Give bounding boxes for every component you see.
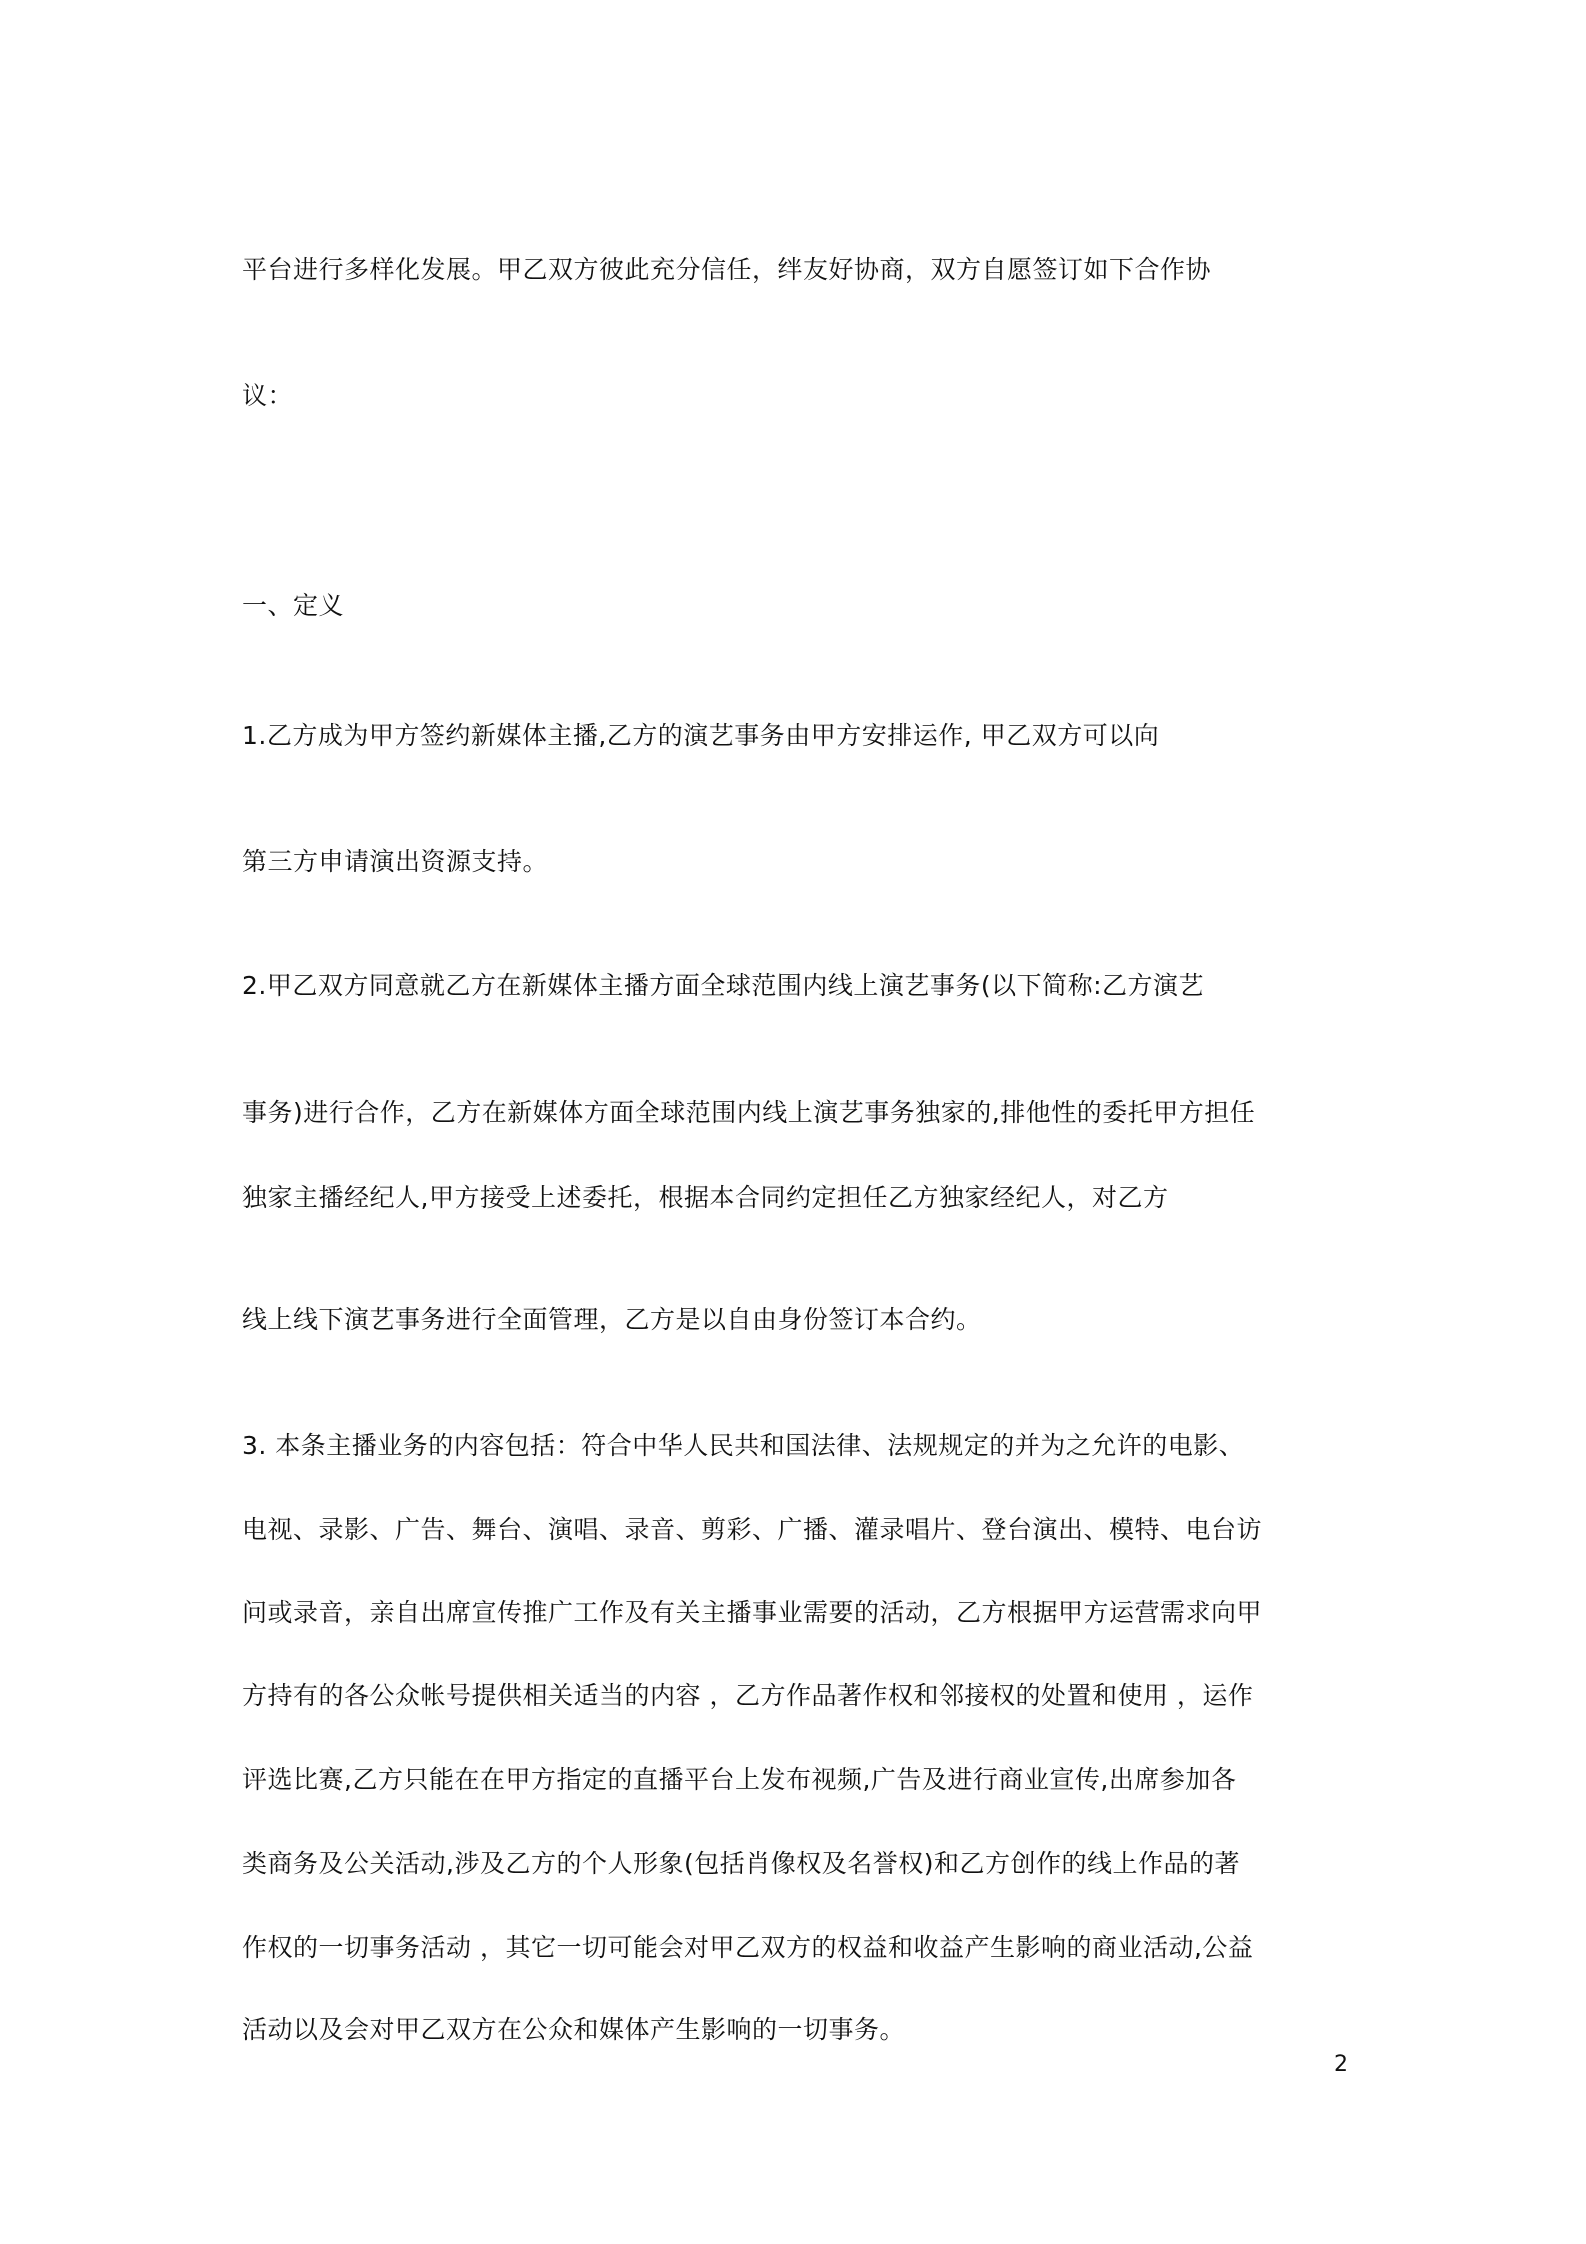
intro-line-1: 平台进行多样化发展。甲乙双方彼此充分信任，绊友好协商，双方自愿签订如下合作协 (242, 255, 1212, 284)
section-heading-definition: 一、定义 (242, 591, 345, 620)
clause-3-line-8: 活动以及会对甲乙双方在公众和媒体产生影响的一切事务。 (242, 2015, 906, 2044)
intro-line-2: 议： (242, 381, 294, 410)
clause-2-line-4: 线上线下演艺事务进行全面管理，乙方是以自由身份签订本合约。 (242, 1305, 982, 1334)
clause-2-line-2: 事务)进行合作，乙方在新媒体方面全球范围内线上演艺事务独家的,排他性的委托甲方担任 (242, 1098, 1256, 1127)
clause-3-line-7: 作权的一切事务活动 ，其它一切可能会对甲乙双方的权益和收益产生影响的商业活动,公益 (242, 1933, 1254, 1962)
clause-3-line-2: 电视、录影、广告、舞台、演唱、录音、剪彩、广播、灌录唱片、登台演出、模特、电台访 (242, 1515, 1263, 1544)
clause-3-line-4: 方持有的各公众帐号提供相关适当的内容 ，乙方作品著作权和邻接权的处置和使用 ，运作 (242, 1681, 1254, 1710)
clause-3-line-1: 3. 本条主播业务的内容包括：符合中华人民共和国法律、法规规定的并为之允许的电影、 (242, 1431, 1245, 1460)
clause-3-line-6: 类商务及公关活动,涉及乙方的个人形象(包括肖像权及名誉权)和乙方创作的线上作品的著 (242, 1849, 1240, 1878)
clause-3-line-3: 问或录音，亲自出席宣传推广工作及有关主播事业需要的活动，乙方根据甲方运营需求向甲 (242, 1598, 1263, 1627)
clause-1-line-1: 1.乙方成为甲方签约新媒体主播,乙方的演艺事务由甲方安排运作, 甲乙双方可以向 (242, 721, 1160, 750)
clause-2-line-1: 2.甲乙双方同意就乙方在新媒体主播方面全球范围内线上演艺事务(以下简称:乙方演艺 (242, 971, 1205, 1000)
clause-1-line-2: 第三方申请演出资源支持。 (242, 847, 549, 876)
page-number: 2 (1334, 2052, 1348, 2077)
clause-3-line-5: 评选比赛,乙方只能在在甲方指定的直播平台上发布视频,广告及进行商业宣传,出席参加各 (242, 1765, 1237, 1794)
clause-2-line-3: 独家主播经纪人,甲方接受上述委托，根据本合同约定担任乙方独家经纪人，对乙方 (242, 1183, 1169, 1212)
